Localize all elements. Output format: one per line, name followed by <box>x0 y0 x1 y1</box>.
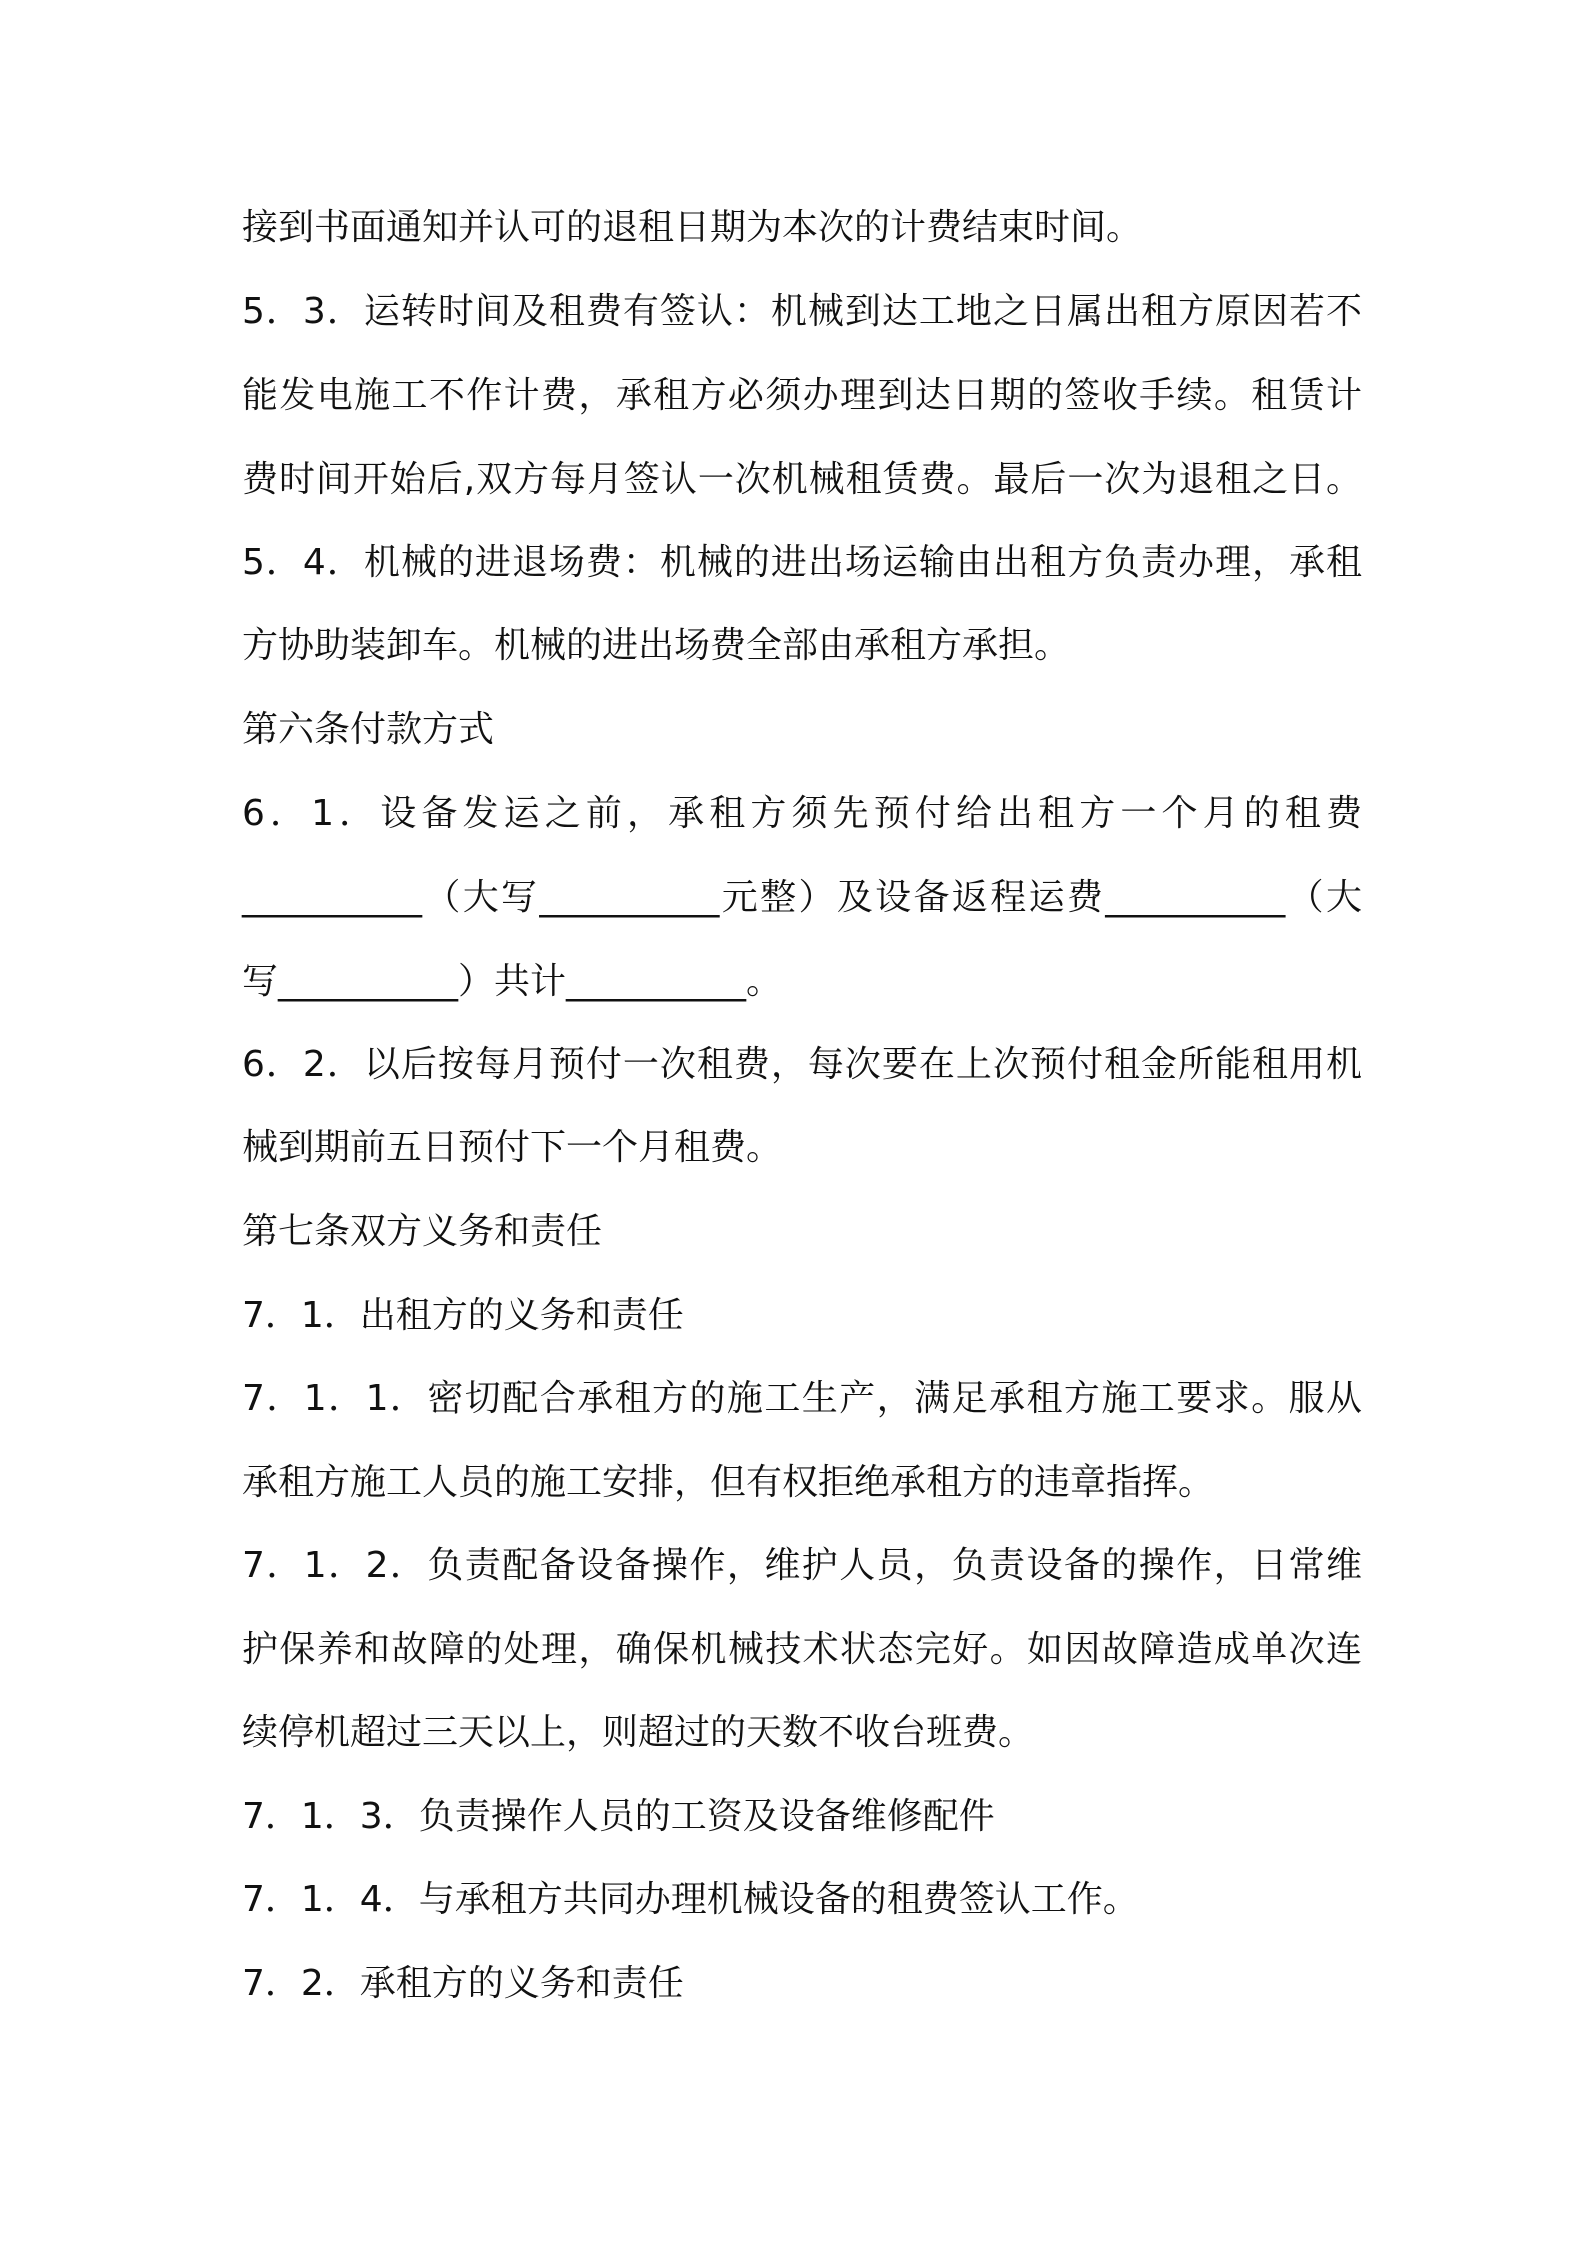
clause-7-2-heading: 7．2．承租方的义务和责任 <box>242 1963 684 2004</box>
clause-5-3-line: 5．3．运转时间及租费有签认：机械到达工地之日属出租方原因若不 <box>242 291 1362 332</box>
paragraph-line: 续停机超过三天以上，则超过的天数不收台班费。 <box>242 1712 1035 1753</box>
article-6-heading: 第六条付款方式 <box>242 709 495 750</box>
paragraph-line: 能发电施工不作计费，承租方必须办理到达日期的签收手续。租赁计 <box>242 375 1362 416</box>
clause-6-2-line: 6．2．以后按每月预付一次租费，每次要在上次预付租金所能租用机 <box>242 1044 1362 1085</box>
paragraph-line: 械到期前五日预付下一个月租费。 <box>242 1127 783 1168</box>
clause-7-1-1-line: 7．1．1．密切配合承租方的施工生产，满足承租方施工要求。服从 <box>242 1378 1362 1419</box>
clause-7-1-heading: 7．1．出租方的义务和责任 <box>242 1295 684 1336</box>
clause-5-4-line: 5．4．机械的进退场费：机械的进出场运输由出租方负责办理，承租 <box>242 542 1362 583</box>
clause-7-1-2-line: 7．1．2．负责配备设备操作，维护人员，负责设备的操作，日常维 <box>242 1545 1362 1586</box>
clause-7-1-3-line: 7．1．3．负责操作人员的工资及设备维修配件 <box>242 1796 995 1837</box>
clause-6-1-line: 6．1．设备发运之前，承租方须先预付给出租方一个月的租费 <box>242 793 1362 834</box>
paragraph-line: __________（大写__________元整）及设备返程运费__________（大 <box>242 877 1362 918</box>
paragraph-line: 承租方施工人员的施工安排，但有权拒绝承租方的违章指挥。 <box>242 1462 1215 1503</box>
paragraph-line: 方协助装卸车。机械的进出场费全部由承租方承担。 <box>242 625 1071 666</box>
paragraph-line: 护保养和故障的处理，确保机械技术状态完好。如因故障造成单次连 <box>242 1629 1362 1670</box>
clause-7-1-4-line: 7．1．4．与承租方共同办理机械设备的租费签认工作。 <box>242 1879 1139 1920</box>
paragraph-line: 写__________）共计__________。 <box>242 961 783 1002</box>
paragraph-line: 费时间开始后,双方每月签认一次机械租赁费。最后一次为退租之日。 <box>242 459 1362 500</box>
paragraph-line: 接到书面通知并认可的退租日期为本次的计费结束时间。 <box>242 207 1143 248</box>
article-7-heading: 第七条双方义务和责任 <box>242 1211 603 1252</box>
